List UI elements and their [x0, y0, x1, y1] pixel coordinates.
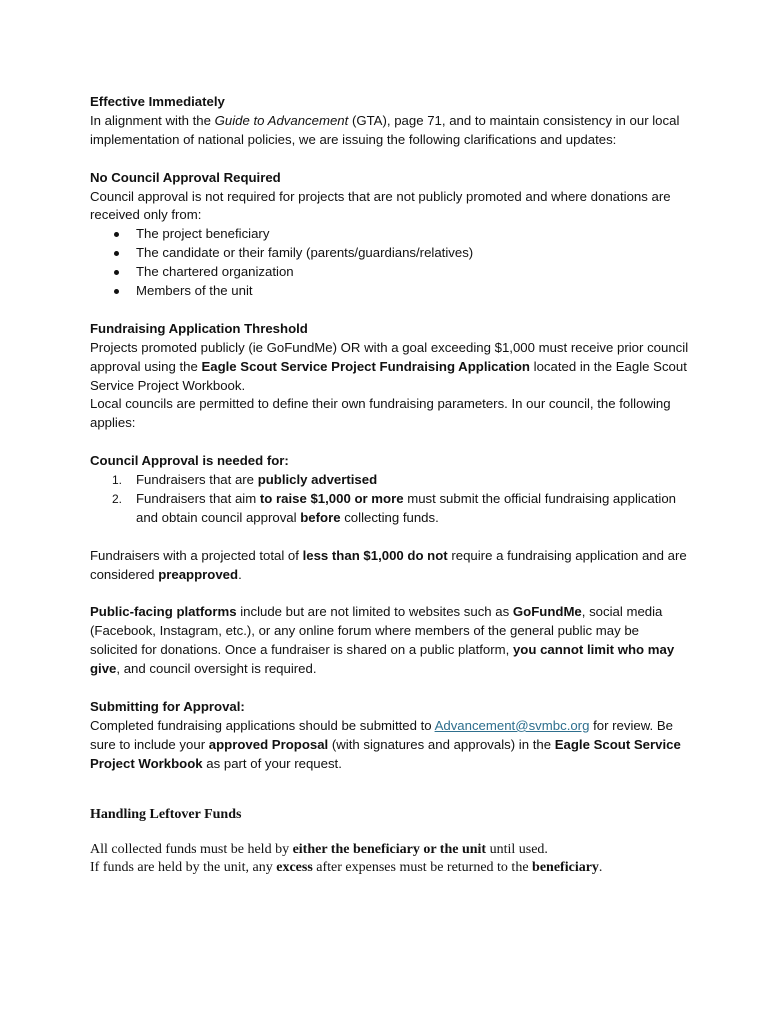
list-item: Members of the unit — [90, 282, 690, 301]
submitting-paragraph: Completed fundraising applications should be submitted to Advancement@svmbc.org for review. Be sure to include your approved Proposal (with signatures and approvals) in the Eagle Scout Service Project Workbook as part of your request. — [90, 717, 681, 771]
leftover-funds-heading: Handling Leftover Funds — [90, 807, 242, 823]
document-page — [90, 93, 690, 877]
list-item: 2. Fundraisers that aim to raise $1,000 or more must submit the official fundraising application and obtain council approval before collecting funds. — [112, 490, 676, 525]
threshold-heading: Fundraising Application Threshold — [90, 320, 308, 336]
approval-needed-list — [90, 471, 690, 528]
list-item: 1. Fundraisers that are publicly advertised — [112, 472, 378, 488]
intro-paragraph: In alignment with the Guide to Advancement (GTA), page 71, and to maintain consistency in our local implementation of national policies, we are issuing the following clarifications and updates: — [90, 112, 680, 147]
leftover-funds-section — [90, 806, 690, 877]
preapproved-paragraph: Fundraisers with a projected total of less than $1,000 do not require a fundraising application and are considered preapproved. — [90, 547, 687, 582]
leftover-line-1: All collected funds must be held by either the beneficiary or the unit until used. — [90, 842, 548, 858]
list-item: The project beneficiary — [90, 225, 690, 244]
submitting-heading: Submitting for Approval: — [90, 698, 245, 714]
approval-needed-heading: Council Approval is needed for: — [90, 453, 289, 469]
gta-title: Guide to Advancement — [214, 112, 349, 128]
platforms-paragraph: Public-facing platforms include but are not limited to websites such as GoFundMe, social media (Facebook, Instagram, etc.), or any online forum where members of the general public may be solicited for donations. Once a fundraiser is shared on a public platform, you cannot limit who may give, and council oversight is required. — [90, 604, 675, 677]
donor-list — [90, 225, 690, 301]
list-item: The candidate or their family (parents/guardians/relatives) — [90, 244, 690, 263]
threshold-paragraph: Projects promoted publicly (ie GoFundMe) OR with a goal exceeding $1,000 must receive prior council approval using the Eagle Scout Service Project Fundraising Application located in the Eagle Scout Service Project Workbook. — [90, 339, 689, 393]
advancement-email-link[interactable]: Advancement@svmbc.org — [434, 717, 590, 733]
list-item: The chartered organization — [90, 263, 690, 282]
leftover-line-2: If funds are held by the unit, any excess after expenses must be returned to the beneficiary. — [90, 860, 603, 876]
no-approval-paragraph: Council approval is not required for projects that are not publicly promoted and where donations are received only from: — [90, 188, 671, 223]
threshold-local-paragraph: Local councils are permitted to define their own fundraising parameters. In our council, the following applies: — [90, 396, 671, 431]
no-approval-heading: No Council Approval Required — [90, 169, 281, 185]
effective-immediately-heading: Effective Immediately — [90, 94, 225, 109]
